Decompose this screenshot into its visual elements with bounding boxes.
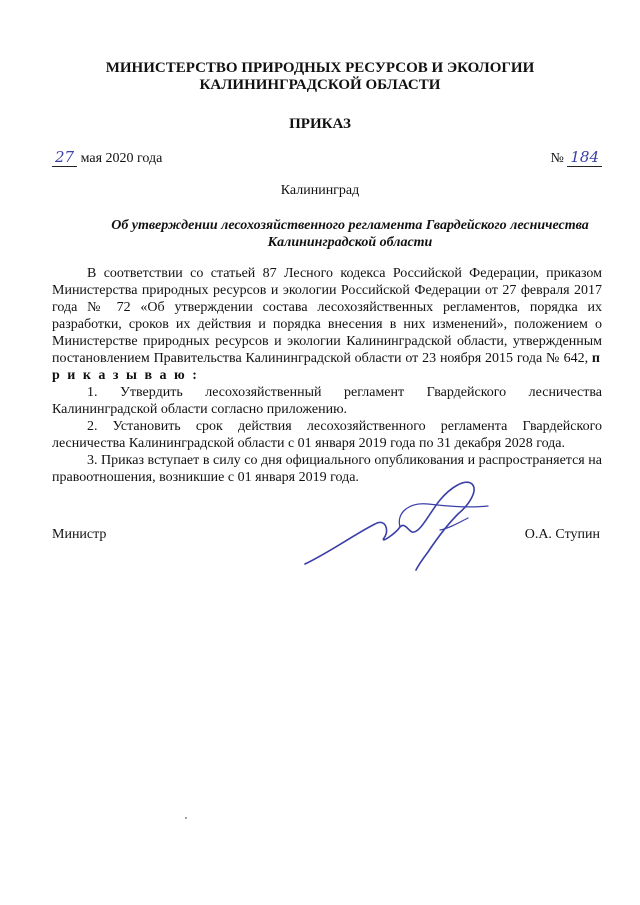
order-date xyxy=(52,148,162,167)
order-word: п р и к а з ы в а ю : xyxy=(52,351,602,383)
order-item-2: 2. Установить срок действия лесохозяйственного регламента Гвардейского лесничества Калининградской области с 01 января 2019 года по 31 декабря 2028 года. xyxy=(52,419,602,451)
order-subject xyxy=(100,217,600,251)
number-label: № xyxy=(550,151,564,166)
preamble-paragraph xyxy=(52,265,602,384)
ministry-name-line2: КАЛИНИНГРАДСКОЙ ОБЛАСТИ xyxy=(199,77,441,93)
handwritten-day: 27 xyxy=(52,148,77,167)
subject-line1: Об утверждении лесохозяйственного регламента Гвардейского лесничества xyxy=(111,218,589,233)
city-name: Калининград xyxy=(280,183,360,198)
subject-line2: Калининградской области xyxy=(267,235,433,250)
order-month-year: мая 2020 года xyxy=(80,151,163,166)
ministry-header xyxy=(0,60,640,94)
handwritten-signature xyxy=(300,472,490,572)
order-item-1: 1. Утвердить лесохозяйственный регламент Гвардейского лесничества Калининградской области согласно приложению. xyxy=(52,385,602,417)
ministry-name-line1: МИНИСТЕРСТВО ПРИРОДНЫХ РЕСУРСОВ И ЭКОЛОГИИ xyxy=(105,60,535,76)
scan-speck xyxy=(185,817,187,819)
handwritten-number: 184 xyxy=(567,148,602,167)
order-body xyxy=(52,265,602,486)
signer-name: О.А. Ступин xyxy=(524,527,600,542)
signer-title: Министр xyxy=(52,527,107,542)
preamble-text: В соответствии со статьей 87 Лесного кодекса Российской Федерации, приказом Министерства природных ресурсов и экологии Российской Федерации от 27 февраля 2017 года № 72 «Об утверждении состава лесохозяйственных регламентов, порядка их разработки, сроков их действия и порядка внесения в них изменений», положением о Министерстве природных ресурсов и экологии Калининградской области, утвержденным постановлением Правительства Калининградской области от 23 ноября 2015 года № 642, xyxy=(52,266,602,366)
order-number xyxy=(551,148,603,167)
date-number-row xyxy=(52,148,602,170)
order-item-3: 3. Приказ вступает в силу со дня официального опубликования и распространяется на правоотношения, возникшие с 01 января 2019 года. xyxy=(52,453,602,485)
document-type-title: ПРИКАЗ xyxy=(289,116,351,132)
